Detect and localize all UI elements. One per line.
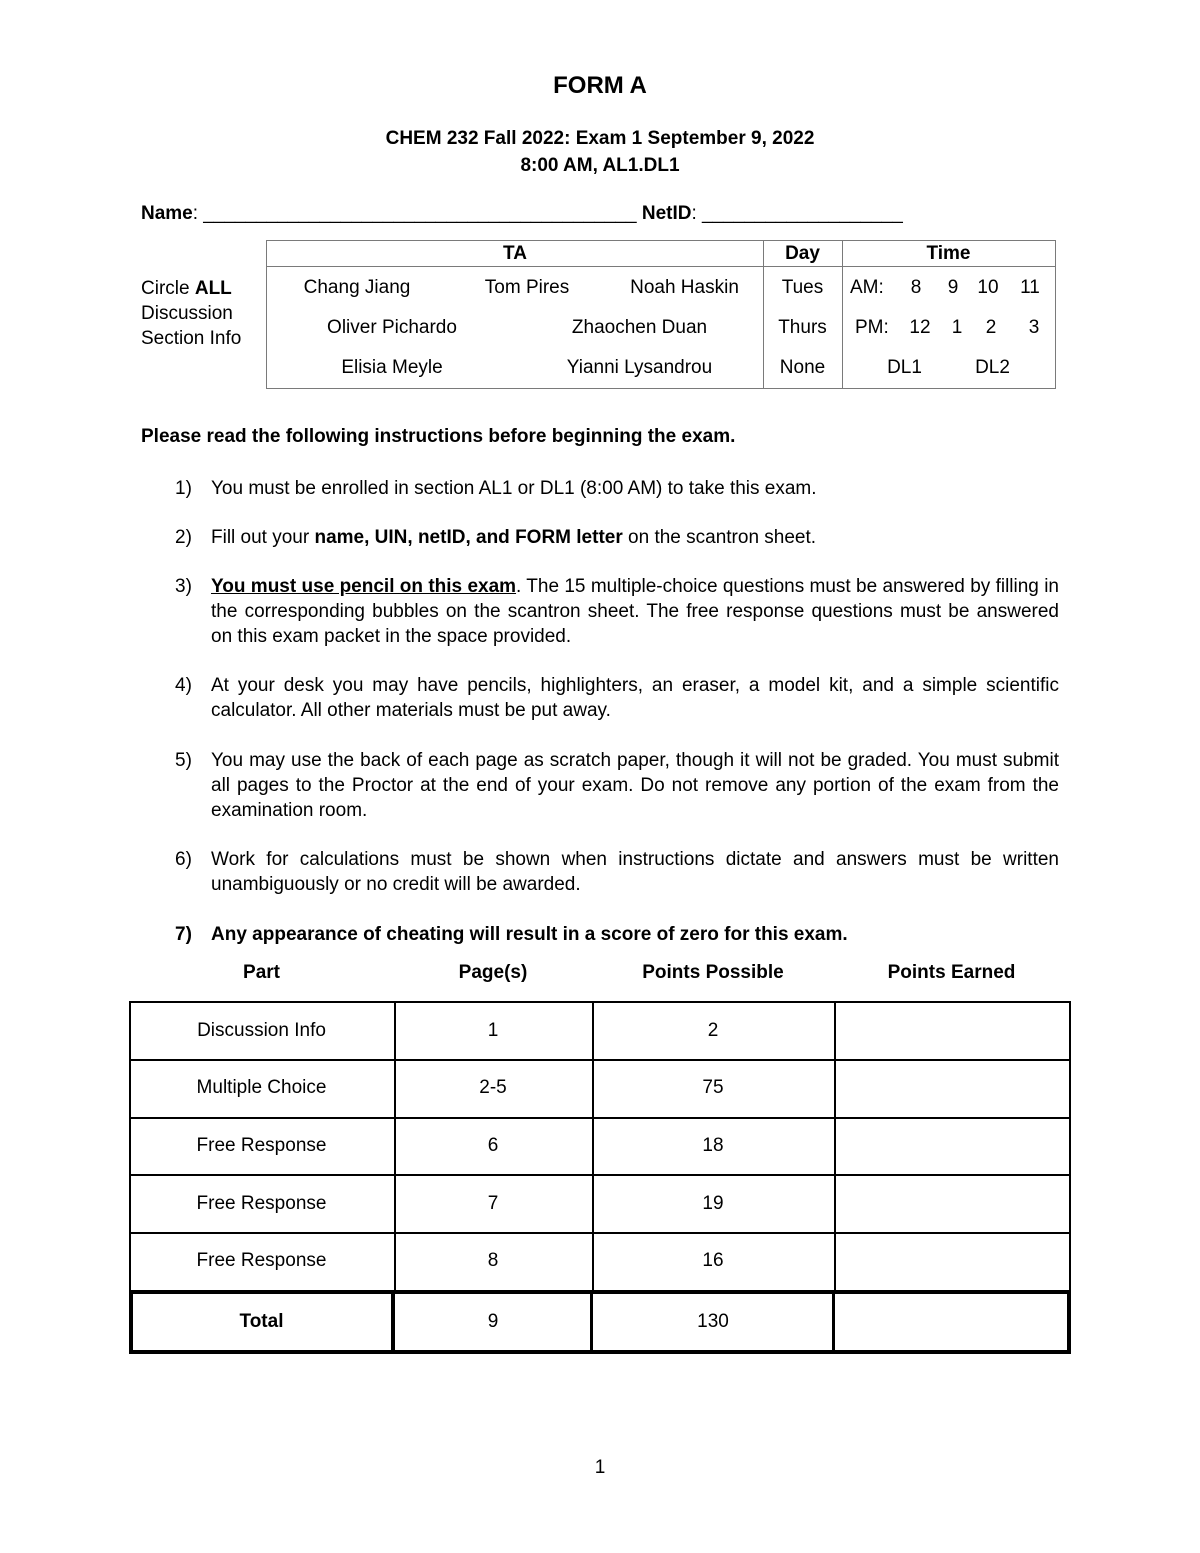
table-row-part: Discussion Info [197, 1020, 326, 1041]
score-header-earned: Points Earned [887, 962, 1016, 983]
score-header-possible: Points Possible [642, 962, 784, 983]
table-row-part: Multiple Choice [196, 1077, 327, 1098]
day-option[interactable]: None [779, 357, 826, 378]
table-row-pages: 8 [487, 1250, 499, 1271]
day-option[interactable]: Thurs [778, 317, 827, 338]
ta-option[interactable]: Zhaochen Duan [571, 317, 708, 338]
time-option[interactable]: 10 [977, 277, 999, 298]
table-row-part: Free Response [196, 1135, 327, 1156]
name-label: Name [141, 203, 193, 224]
instructions-heading: Please read the following instructions before beginning the exam. [141, 426, 736, 447]
total-points: 130 [697, 1311, 729, 1332]
table-row-pages: 7 [487, 1193, 499, 1214]
day-option[interactable]: Tues [781, 277, 824, 298]
table-row-points: 16 [702, 1250, 724, 1271]
ta-option[interactable]: Elisia Meyle [341, 357, 443, 378]
ta-option[interactable]: Tom Pires [484, 277, 570, 298]
form-title: FORM A [553, 72, 647, 99]
time-option[interactable]: 8 [910, 277, 922, 298]
table-row-part: Free Response [196, 1193, 327, 1214]
table-row-earned[interactable] [834, 1193, 1069, 1215]
time-option[interactable]: 2 [985, 317, 997, 338]
exam-time: 8:00 AM, AL1.DL1 [520, 155, 680, 176]
table-row-points: 75 [702, 1077, 724, 1098]
time-header: Time [926, 243, 971, 264]
name-netid-row [141, 203, 903, 225]
total-earned[interactable] [834, 1311, 1069, 1333]
score-header-pages: Page(s) [458, 962, 528, 983]
time-option[interactable]: 1 [951, 317, 963, 338]
ta-header: TA [503, 243, 527, 264]
table-row-points: 19 [702, 1193, 724, 1214]
discussion-label: Circle ALL Discussion Section Info [141, 278, 242, 349]
name-blank[interactable]: : _________________________________________ [192, 203, 637, 224]
ta-option[interactable]: Noah Haskin [630, 277, 739, 298]
page-number: 1 [594, 1457, 606, 1478]
am-label: AM: [850, 277, 884, 298]
score-header-part: Part [243, 962, 280, 983]
netid-blank[interactable]: : ___________________ [691, 203, 903, 224]
table-row-pages: 2-5 [479, 1077, 507, 1098]
ta-option[interactable]: Yianni Lysandrou [566, 357, 713, 378]
score-table [129, 1001, 1071, 1354]
time-option[interactable]: DL2 [975, 357, 1010, 378]
table-row-points: 18 [702, 1135, 724, 1156]
total-label: Total [239, 1311, 284, 1332]
ta-option[interactable]: Oliver Pichardo [327, 317, 457, 338]
table-row-earned[interactable] [834, 1135, 1069, 1157]
table-row-pages: 1 [487, 1020, 499, 1041]
table-row-pages: 6 [487, 1135, 499, 1156]
netid-label: NetID [641, 203, 692, 224]
table-row-points: 2 [707, 1020, 719, 1041]
table-row-earned[interactable] [834, 1020, 1069, 1042]
day-header: Day [785, 243, 820, 264]
course-title: CHEM 232 Fall 2022: Exam 1 September 9, 2022 [385, 128, 815, 149]
time-option[interactable]: 3 [1028, 317, 1040, 338]
table-row-earned[interactable] [834, 1250, 1069, 1272]
ta-option[interactable]: Chang Jiang [303, 277, 411, 298]
pencil-requirement: You must use pencil on this exam [211, 576, 517, 597]
pm-label: PM: [855, 317, 889, 338]
time-option[interactable]: 12 [909, 317, 931, 338]
total-pages: 9 [487, 1311, 499, 1332]
time-option[interactable]: DL1 [887, 357, 922, 378]
time-option[interactable]: 9 [947, 277, 959, 298]
table-row-part: Free Response [196, 1250, 327, 1271]
time-option[interactable]: 11 [1020, 277, 1040, 298]
table-row-earned[interactable] [834, 1077, 1069, 1099]
discussion-table [266, 240, 1056, 389]
